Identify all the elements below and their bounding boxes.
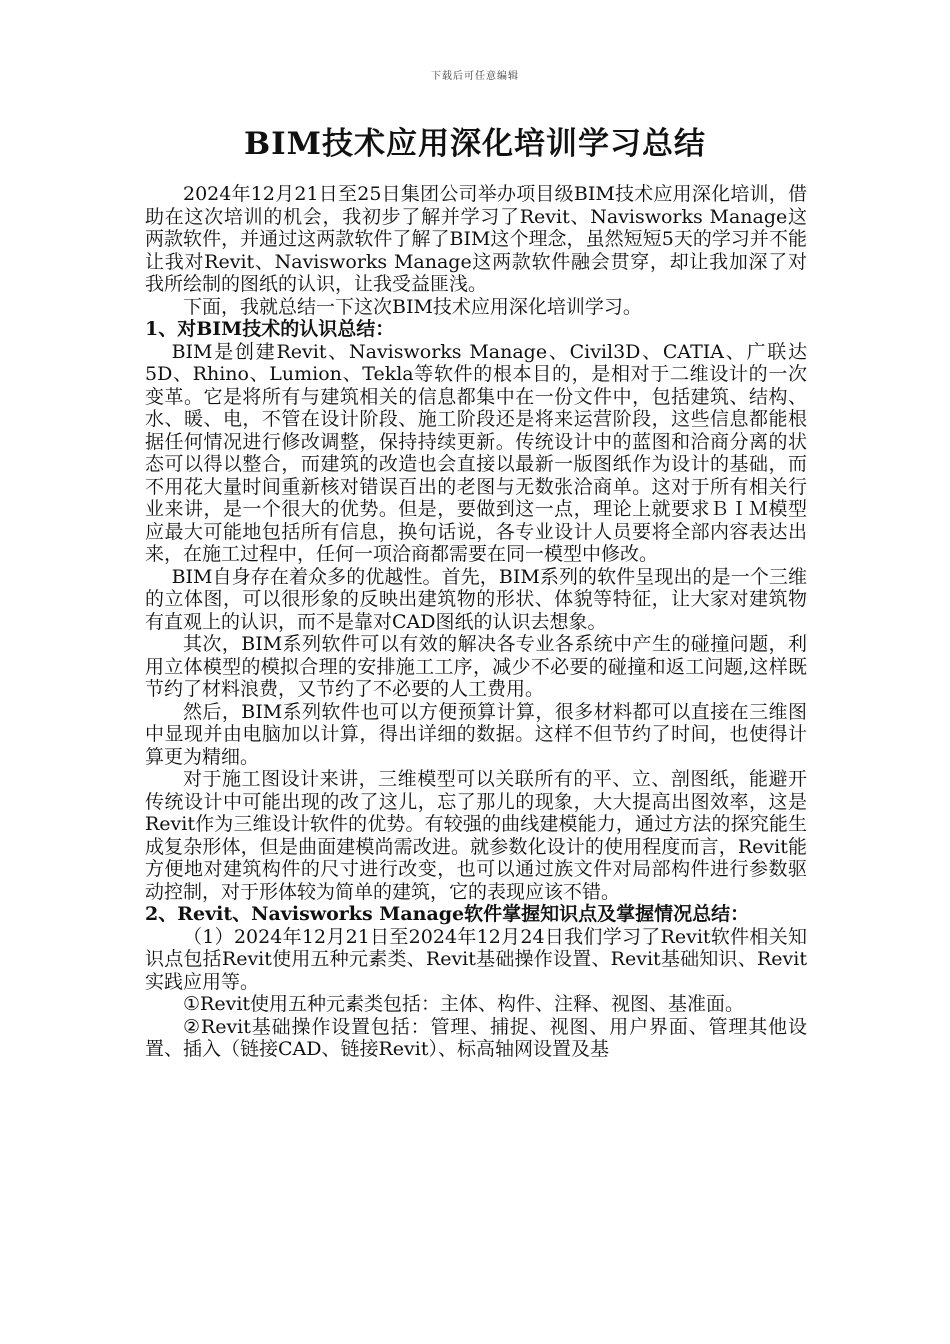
paragraph-collision: 其次，BIM系列软件可以有效的解决各专业各系统中产生的碰撞问题，利用立体模型的模拟合理的安排施工工序，减少不必要的碰撞和返工问题,这样既节约了材料浪费，又节约了不必要的人工费用。 [145,633,807,700]
paragraph-intro: 2024年12月21日至25日集团公司举办项目级BIM技术应用深化培训，借助在这次培训的机会，我初步了解并学习了Revit、Navisworks Manage这两款软件，并通过这两款软件了解了BIM这个理念，虽然短短5天的学习并不能让我对Revit、Navisworks Manage这两款软件融会贯穿，却让我加深了对我所绘制的图纸的认识，让我受益匪浅。 [145,183,807,295]
section-heading-1: 1、对BIM技术的认识总结： [145,318,395,340]
document-title: BIM技术应用深化培训学习总结 [243,126,707,162]
section-heading-2: 2、Revit、Navisworks Manage软件掌握知识点及掌握情况总结： [145,903,750,925]
paragraph-basic-settings: ②Revit基础操作设置包括：管理、捕捉、视图、用户界面、管理其他设置、插入（链接CAD、链接Revit）、标高轴网设置及基 [145,1015,807,1060]
paragraph-bim-advantages: BIM自身存在着众多的优越性。首先，BIM系列的软件呈现出的是一个三维的立体图，可以很形象的反映出建筑物的形状、体貌等特征，让大家对建筑物有直观上的认识，而不是靠对CAD图纸的认识去想象。 [145,565,807,633]
document-body [145,183,807,1061]
paragraph-summary-lead: 下面，我就总结一下这次BIM技术应用深化培训学习。 [183,295,642,318]
paragraph-bim-definition: BIM是创建Revit、Navisworks Manage、Civil3D、CATIA、广联达5D、Rhino、Lumion、Tekla等软件的根本目的，是相对于二维设计的一次变革。它是将所有与建筑相关的信息都集中在一份文件中，包括建筑、结构、水、暖、电，不管在设计阶段、施工阶段还是将来运营阶段，这些信息都能根据任何情况进行修改调整，保持持续更新。传统设计中的蓝图和洽商分离的状态可以得以整合，而建筑的改造也会直接以最新一版图纸作为设计的基础，而不用花大量时间重新核对错误百出的老图与无数张洽商单。这对于所有相关行业来讲，是一个很大的优势。但是，要做到这一点，理论上就要求ＢＩＭ模型应最大可能地包括所有信息，换句话说，各专业设计人员要将全部内容表达出来，在施工过程中，任何一项洽商都需要在同一模型中修改。 [145,340,807,565]
paragraph-budget: 然后，BIM系列软件也可以方便预算计算，很多材料都可以直接在三维图中显现并由电脑加以计算，得出详细的数据。这样不但节约了时间，也使得计算更为精细。 [145,700,807,768]
paragraph-construction-drawings: 对于施工图设计来讲，三维模型可以关联所有的平、立、剖图纸，能避开传统设计中可能出现的改了这儿，忘了那儿的现象，大大提高出图效率，这是Revit作为三维设计软件的优势。有较强的曲线建模能力，通过方法的探究能生成复杂形体，但是曲面建模尚需改进。就参数化设计的使用程度而言，Revit能方便地对建筑构件的尺寸进行改变，也可以通过族文件对局部构件进行参数驱动控制，对于形体较为简单的建筑，它的表现应该不错。 [145,768,807,903]
paragraph-element-classes: ①Revit使用五种元素类包括：主体、构件、注释、视图、基准面。 [183,993,745,1015]
header-note: 下载后可任意编辑 [431,71,519,82]
paragraph-revit-course: （1）2024年12月21日至2024年12月24日我们学习了Revit软件相关知识点包括Revit使用五种元素类、Revit基础操作设置、Revit基础知识、Revit实践应用等。 [145,925,807,993]
